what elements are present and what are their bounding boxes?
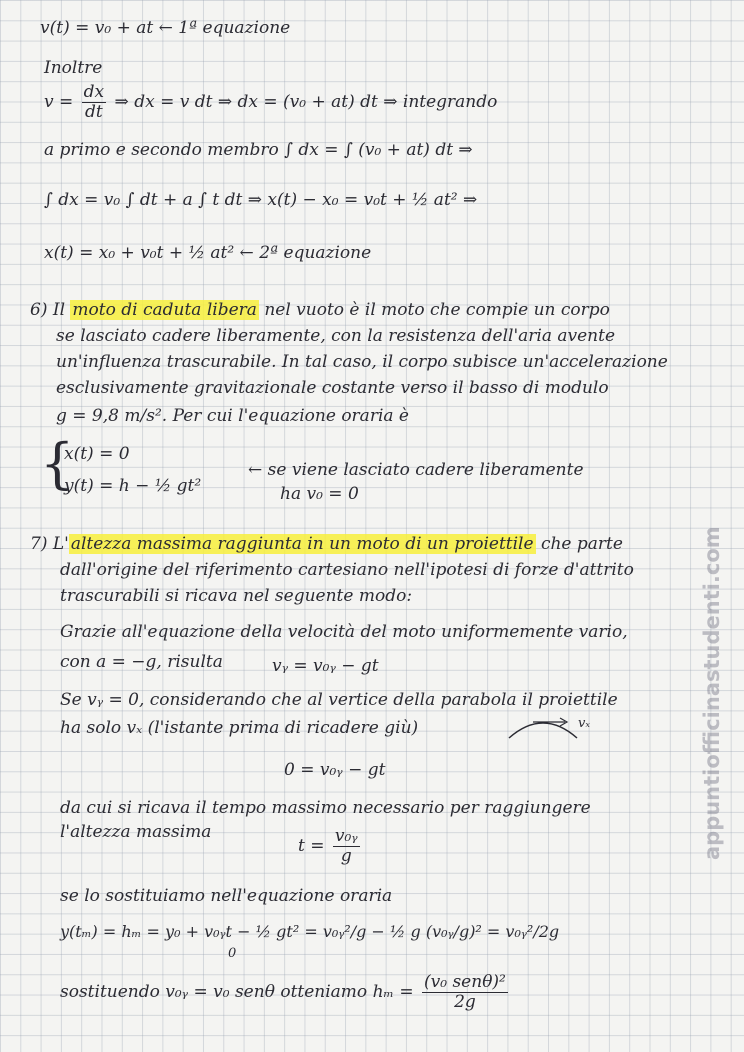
section-7-number: 7) bbox=[30, 534, 48, 554]
section-7-line-8: da cui si ricava il tempo massimo necessario per raggiungere bbox=[60, 798, 591, 818]
section-6-line-3: un'influenza trascurabile. In tal caso, il corpo subisce un'accelerazione bbox=[56, 352, 668, 372]
system-eq-x: x(t) = 0 bbox=[64, 444, 130, 464]
section-7-line-10: se lo sostituiamo nell'equazione oraria bbox=[60, 886, 393, 906]
system-brace: { bbox=[40, 432, 75, 495]
section-6-line-5: g = 9,8 m/s². Per cui l'equazione oraria è bbox=[56, 406, 409, 426]
section-7-line-7: ha solo vₓ (l'istante prima di ricadere giù) bbox=[60, 718, 419, 738]
section-7-line-1: 7) L' altezza massima raggiunta in un moto di un proiettile che parte bbox=[30, 534, 623, 554]
equation-1: v(t) = v₀ + at ← 1ª equazione bbox=[40, 18, 291, 38]
text-inoltre: Inoltre bbox=[44, 58, 103, 78]
vertex-equation: 0 = v₀ᵧ − gt bbox=[284, 760, 386, 780]
section-7-line-9: l'altezza massima bbox=[60, 822, 212, 842]
integration-step: a primo e secondo membro ∫ dx = ∫ (v₀ + at) dt ⇒ bbox=[44, 140, 473, 160]
max-height-equation: y(tₘ) = hₘ = y₀ + v₀ᵧt − ½ gt² = v₀ᵧ²/g − ½ g (v₀ᵧ/g)² = v₀ᵧ²/2g bbox=[60, 922, 560, 941]
integration-result: ∫ dx = v₀ ∫ dt + a ∫ t dt ⇒ x(t) − x₀ = v₀t + ½ at² ⇒ bbox=[44, 190, 478, 210]
section-7-line-2: dall'origine del riferimento cartesiano nell'ipotesi di forze d'attrito bbox=[60, 560, 634, 580]
velocity-derivation: v = $\frac{dx}{dt}$ ⇒ dx = v dt ⇒ dx = (v₀ + at) dt ⇒ integrando bbox=[44, 82, 498, 122]
highlight-free-fall: moto di caduta libera bbox=[72, 300, 257, 320]
section-6-line-1: 6) Il moto di caduta libera nel vuoto è il moto che compie un corpo bbox=[30, 300, 610, 320]
vx-label: vₓ bbox=[578, 716, 590, 731]
section-7-line-4: Grazie all'equazione della velocità del moto uniformemente vario, bbox=[60, 622, 628, 642]
time-equation: t = $\frac{\text{v₀ᵧ}}{g}$ bbox=[298, 826, 358, 866]
y0-zero-note: 0 bbox=[228, 946, 237, 961]
velocity-y-equation: vᵧ = v₀ᵧ − gt bbox=[272, 656, 379, 676]
equation-2: x(t) = x₀ + v₀t + ½ at² ← 2ª equazione bbox=[44, 243, 372, 263]
substitution-line: sostituendo v₀ᵧ = v₀ senθ otteniamo hₘ = $\frac{\text{(v₀ senθ)²}}{2g}$ bbox=[60, 972, 506, 1012]
highlight-max-height: altezza massima raggiunta in un moto di un proiettile bbox=[70, 534, 534, 554]
section-7-line-6: Se vᵧ = 0, considerando che al vertice della parabola il proiettile bbox=[60, 690, 618, 710]
system-note-2: ha v₀ = 0 bbox=[280, 484, 359, 504]
watermark-text: appuntiofficinastudenti.com bbox=[700, 526, 724, 860]
parabola-vertex-sketch bbox=[505, 712, 585, 742]
section-6-number: 6) bbox=[30, 300, 48, 320]
section-7-line-3: trascurabili si ricava nel seguente modo: bbox=[60, 586, 413, 606]
section-7-line-5a: con a = −g, risulta bbox=[60, 652, 223, 672]
section-6-line-2: se lasciato cadere liberamente, con la resistenza dell'aria avente bbox=[56, 326, 616, 346]
section-6-line-4: esclusivamente gravitazionale costante verso il basso di modulo bbox=[56, 378, 609, 398]
system-eq-y: y(t) = h − ½ gt² bbox=[64, 476, 202, 496]
system-note-1: ← se viene lasciato cadere liberamente bbox=[248, 460, 584, 480]
